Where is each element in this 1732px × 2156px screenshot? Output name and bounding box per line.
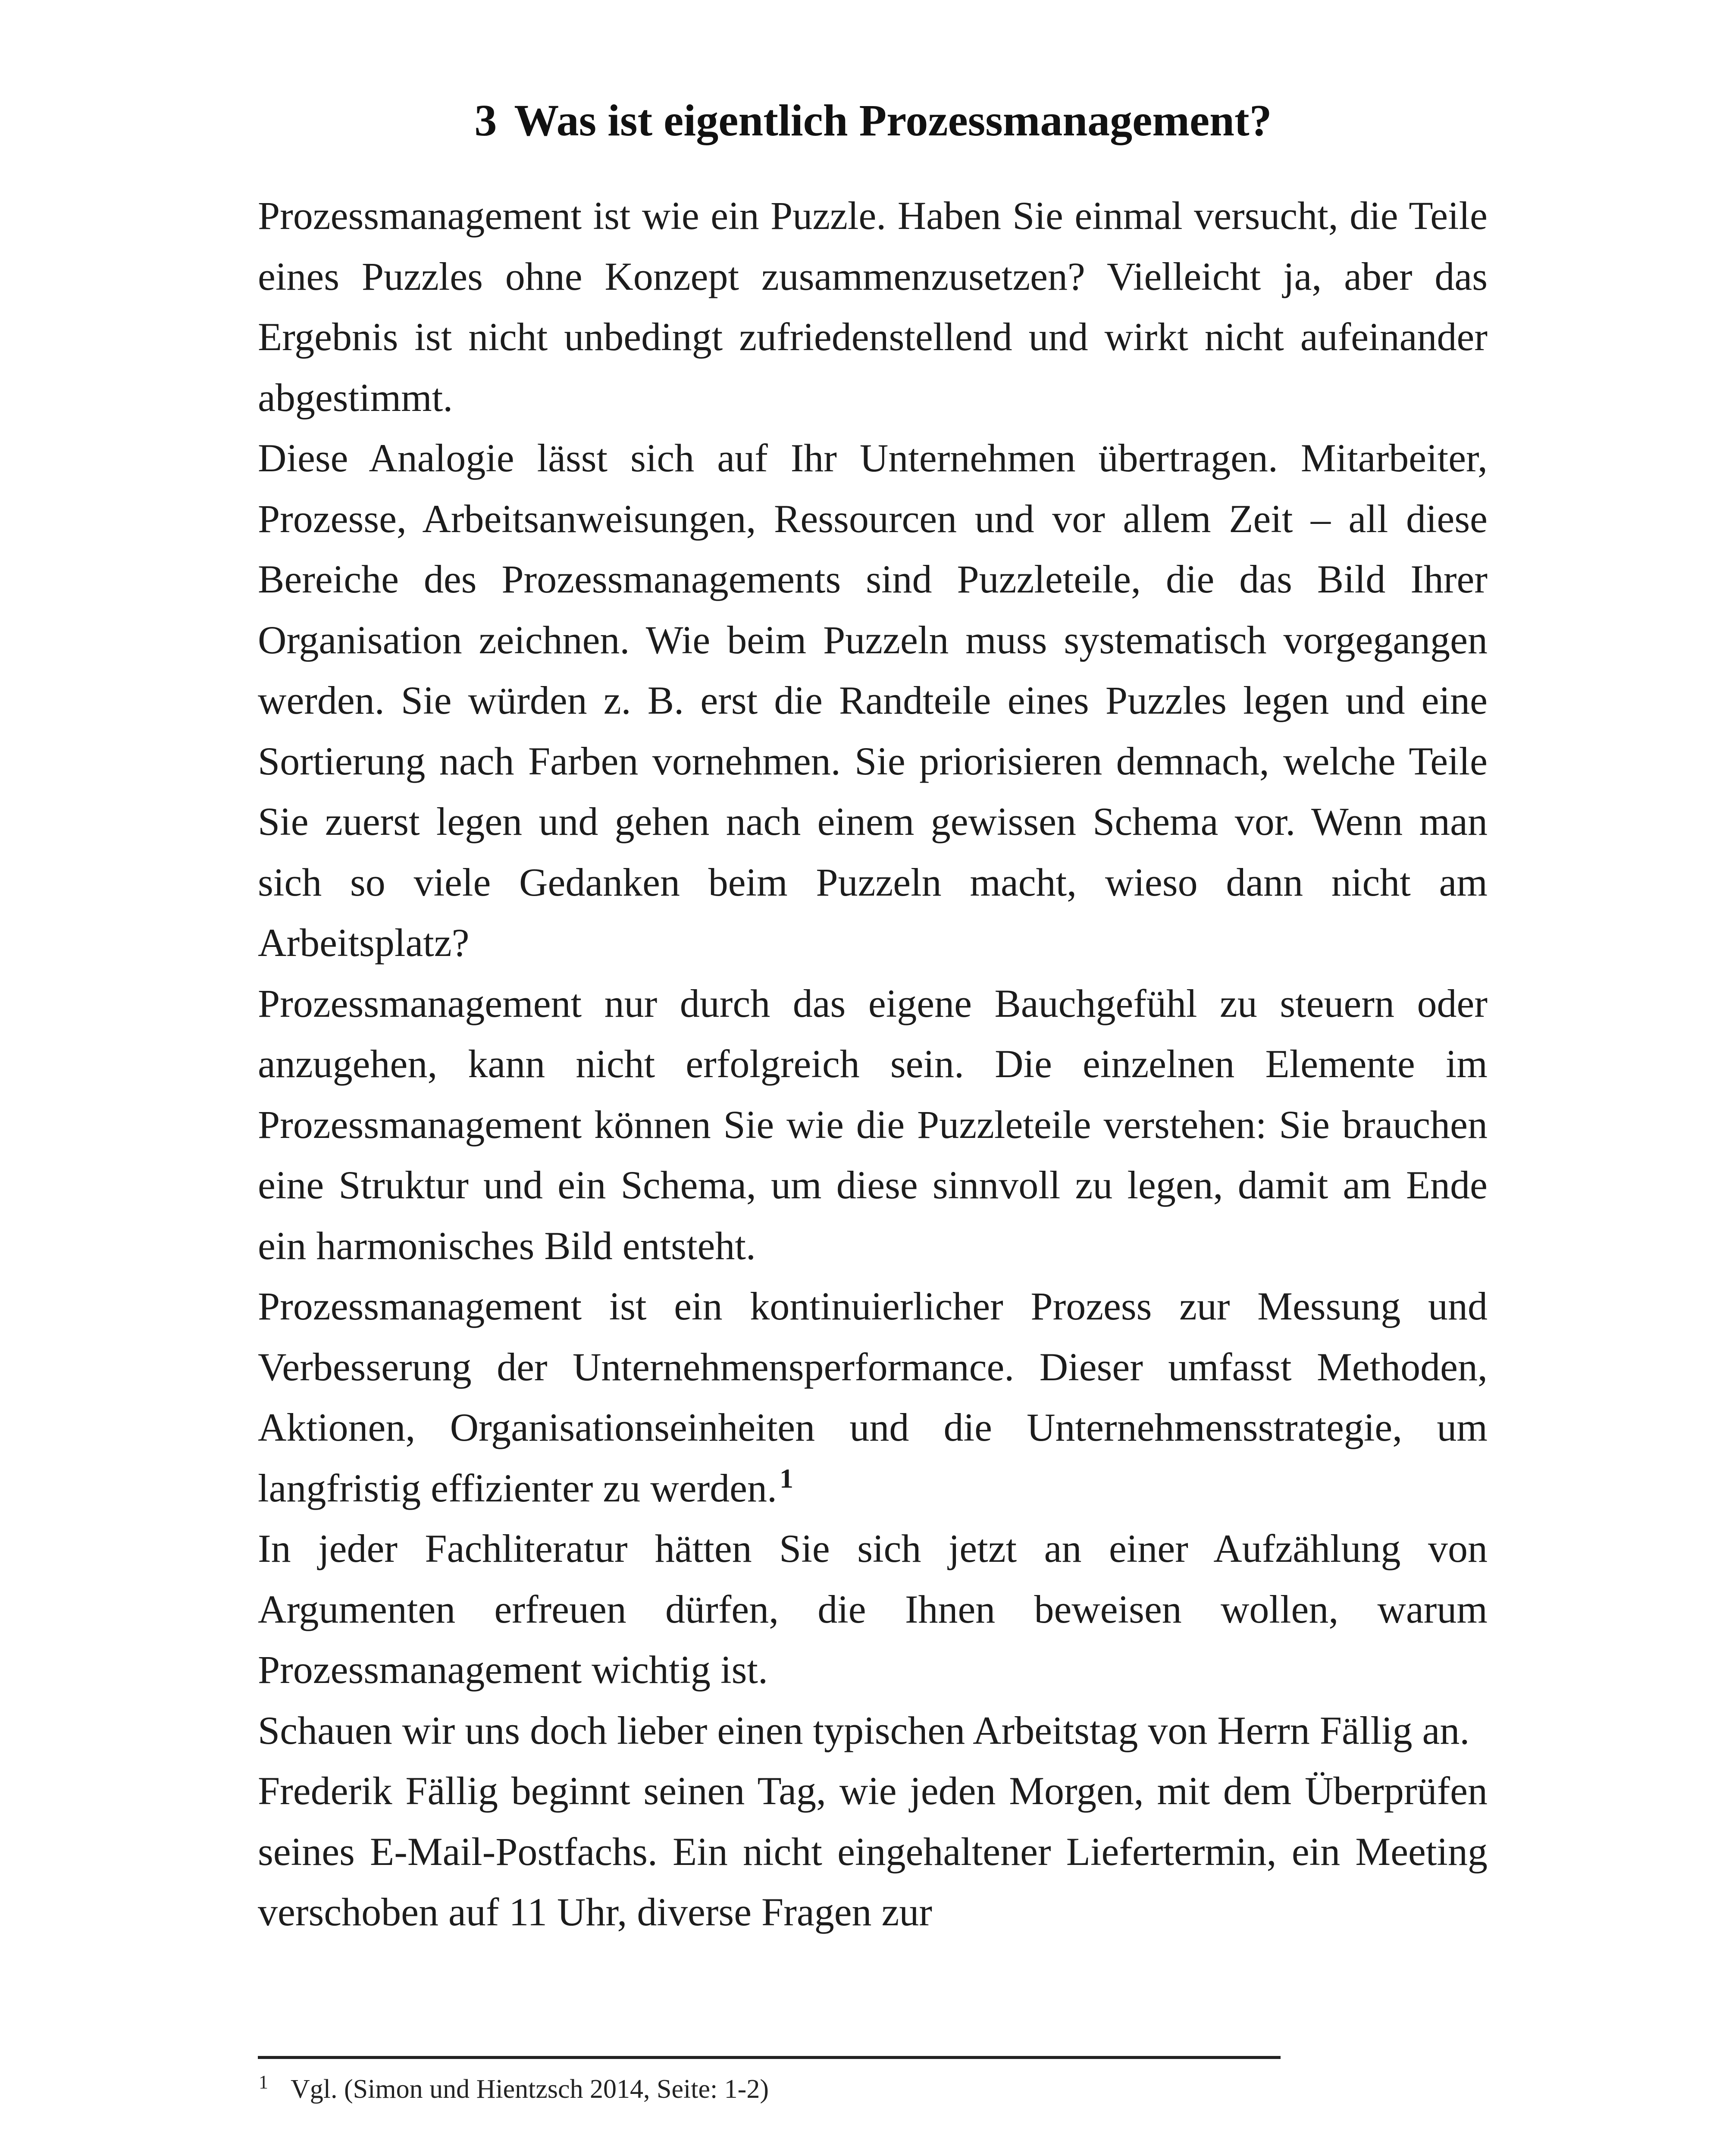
body-text (258, 185, 1488, 1943)
footnote (258, 2070, 769, 2109)
footnote-divider (258, 2056, 1281, 2059)
chapter-heading (259, 91, 1488, 151)
paragraph-4-text: Prozessmanagement ist ein kontinuierlicher Prozess zur Messung und Verbesserung der Unternehmensperformance. Dieser umfasst Methoden, Aktionen, Organisationseinheiten und die Unternehmensstrategie, um langfristig effizienter zu werden. (258, 1284, 1488, 1510)
paragraph-6: Schauen wir uns doch lieber einen typischen Arbeitstag von Herrn Fällig an. (258, 1708, 1470, 1752)
chapter-number: 3 (474, 96, 497, 145)
footnote-reference[interactable]: 1 (780, 1463, 793, 1494)
paragraph-4 (258, 1276, 1488, 1518)
paragraph-5: In jeder Fachliteratur hätten Sie sich jetzt an einer Aufzählung von Argumenten erfreuen dürfen, die Ihnen beweisen wollen, warum Prozessmanagement wichtig ist. (258, 1526, 1488, 1692)
paragraph-2: Diese Analogie lässt sich auf Ihr Unternehmen übertragen. Mitarbeiter, Prozesse, Arbeitsanweisungen, Ressourcen und vor allem Zeit – all diese Bereiche des Prozessmanagements sind Puzzleteile, die das Bild Ihrer Organisation zeichnen. Wie beim Puzzeln muss systematisch vorgegangen werden. Sie würden z. B. erst die Randteile eines Puzzles legen und eine Sortierung nach Farben vornehmen. Sie priorisieren demnach, welche Teile Sie zuerst legen und gehen nach einem gewissen Schema vor. Wenn man sich so viele Gedanken beim Puzzeln macht, wieso dann nicht am Arbeitsplatz? (258, 436, 1488, 965)
paragraph-1: Prozessmanagement ist wie ein Puzzle. Haben Sie einmal versucht, die Teile eines Puzzles ohne Konzept zusammenzusetzen? Vielleicht ja, aber das Ergebnis ist nicht unbedingt zufriedenstellend und wirkt nicht aufeinander abgestimmt. (258, 194, 1488, 420)
footnote-text: Vgl. (Simon und Hientzsch 2014, Seite: 1-2) (291, 2075, 769, 2104)
footnote-number: 1 (259, 2071, 268, 2093)
paragraph-7: Frederik Fällig beginnt seinen Tag, wie jeden Morgen, mit dem Überprüfen seines E-Mail-Postfachs. Ein nicht eingehaltener Liefertermin, ein Meeting verschoben auf 11 Uhr, diverse Fragen zur (258, 1769, 1488, 1934)
chapter-title: Was ist eigentlich Prozessmanagement? (514, 96, 1272, 145)
paragraph-3: Prozessmanagement nur durch das eigene Bauchgefühl zu steuern oder anzugehen, kann nicht erfolgreich sein. Die einzelnen Elemente im Prozessmanagement können Sie wie die Puzzleteile verstehen: Sie brauchen eine Struktur und ein Schema, um diese sinnvoll zu legen, damit am Ende ein harmonisches Bild entsteht. (258, 981, 1488, 1268)
